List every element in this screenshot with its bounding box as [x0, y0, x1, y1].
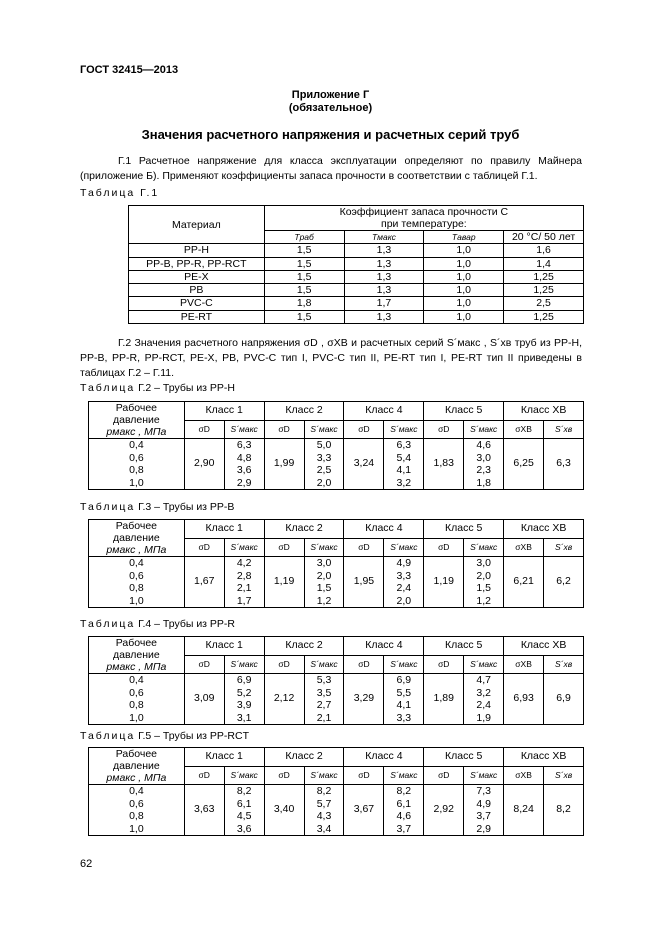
s-max-header: S´макс — [304, 766, 344, 785]
pressure-header: Рабочее давление pмакс , МПа — [89, 402, 185, 439]
s-max-header: S´макс — [224, 655, 264, 674]
s-max-values: 6,3 5,4 4,1 3,2 — [384, 439, 424, 490]
sigma-xb-header: σXB — [504, 538, 544, 557]
sigma-d-value: 3,24 — [344, 439, 384, 490]
pressure-values: 0,4 0,6 0,8 1,0 — [89, 557, 185, 608]
coef-cell: 1,3 — [344, 310, 424, 323]
table-row — [129, 310, 584, 323]
coef-cell: 1,0 — [424, 297, 504, 310]
coef-cell: 1,5 — [264, 310, 344, 323]
table-row — [129, 297, 584, 310]
s-max-header: S´макс — [384, 538, 424, 557]
pipe-table — [88, 519, 584, 608]
s-max-header: S´макс — [384, 766, 424, 785]
class-header: Класс 2 — [264, 402, 344, 421]
s-xb-value: 6,9 — [544, 674, 584, 725]
sigma-d-value: 1,99 — [264, 439, 304, 490]
coef-cell: 1,0 — [424, 244, 504, 257]
sigma-xb-value: 8,24 — [504, 785, 544, 836]
s-max-values: 5,0 3,3 2,5 2,0 — [304, 439, 344, 490]
table-g1-col-temerg: Tавар — [424, 231, 504, 244]
pressure-values: 0,4 0,6 0,8 1,0 — [89, 785, 185, 836]
sigma-d-value: 1,19 — [264, 557, 304, 608]
s-max-values: 6,3 4,8 3,6 2,9 — [224, 439, 264, 490]
s-max-header: S´макс — [384, 655, 424, 674]
sigma-d-header: σD — [424, 538, 464, 557]
s-max-values: 6,9 5,2 3,9 3,1 — [224, 674, 264, 725]
table-g1-col-tmax: Tмакс — [344, 231, 424, 244]
table-g1-coef-header: Коэффициент запаса прочности C при температуре: — [264, 206, 583, 231]
pipe-table — [88, 747, 584, 836]
coef-cell: 1,5 — [264, 284, 344, 297]
coef-cell: 1,25 — [504, 284, 584, 297]
class-header: Класс 5 — [424, 637, 504, 656]
sigma-d-value: 1,95 — [344, 557, 384, 608]
s-max-header: S´макс — [224, 538, 264, 557]
table-g1-label: Таблица Г.1 — [80, 187, 160, 199]
table-row — [129, 257, 584, 270]
sigma-d-value: 3,63 — [184, 785, 224, 836]
s-max-header: S´макс — [224, 766, 264, 785]
s-max-values: 6,9 5,5 4,1 3,3 — [384, 674, 424, 725]
sigma-xb-header: σXB — [504, 420, 544, 439]
class-header: Класс 1 — [184, 637, 264, 656]
s-max-header: S´макс — [224, 420, 264, 439]
material-cell: PE-RT — [129, 310, 265, 323]
pipe-table-label: Таблица Г.2 – Трубы из PP-H — [80, 382, 236, 394]
s-max-header: S´макс — [464, 766, 504, 785]
sigma-d-value: 2,12 — [264, 674, 304, 725]
class-header: Класс ХВ — [504, 520, 584, 539]
s-max-values: 3,0 2,0 1,5 1,2 — [304, 557, 344, 608]
material-cell: PP-H — [129, 244, 265, 257]
table-row — [129, 284, 584, 297]
coef-cell: 1,3 — [344, 257, 424, 270]
s-max-header: S´макс — [464, 655, 504, 674]
class-header: Класс 4 — [344, 748, 424, 767]
material-cell: PB — [129, 284, 265, 297]
class-header: Класс ХВ — [504, 402, 584, 421]
class-header: Класс ХВ — [504, 637, 584, 656]
s-max-header: S´макс — [304, 420, 344, 439]
s-max-header: S´макс — [464, 538, 504, 557]
s-max-values: 7,3 4,9 3,7 2,9 — [464, 785, 504, 836]
sigma-d-header: σD — [184, 420, 224, 439]
pipe-table-label: Таблица Г.3 – Трубы из PP-B — [80, 501, 235, 513]
paragraph-g2: Г.2 Значения расчетного напряжения σD , σXB и расчетных серий S´макс , S´хв труб из PP-H, PP-B, PP-R, PP-RCT, PE-X, PB, PVC-C тип I, PVC-C тип II, PE-RT тип I, PE-RT тип II приведены в таблицах Г.2 – Г.11. — [80, 337, 582, 379]
coef-cell: 1,3 — [344, 284, 424, 297]
s-max-values: 8,2 6,1 4,5 3,6 — [224, 785, 264, 836]
sigma-d-value: 3,40 — [264, 785, 304, 836]
coef-cell: 1,3 — [344, 244, 424, 257]
class-header: Класс 1 — [184, 520, 264, 539]
material-cell: PE-X — [129, 270, 265, 283]
s-xb-header: S´хв — [544, 766, 584, 785]
pressure-header: Рабочее давление pмакс , МПа — [89, 520, 185, 557]
table-row — [129, 270, 584, 283]
coef-cell: 1,4 — [504, 257, 584, 270]
s-max-header: S´макс — [304, 655, 344, 674]
s-xb-header: S´хв — [544, 655, 584, 674]
table-g1 — [128, 205, 584, 324]
class-header: Класс 4 — [344, 637, 424, 656]
material-cell: PP-B, PP-R, PP-RCT — [129, 257, 265, 270]
sigma-d-header: σD — [424, 766, 464, 785]
class-header: Класс 2 — [264, 520, 344, 539]
sigma-d-header: σD — [424, 655, 464, 674]
coef-cell: 1,25 — [504, 310, 584, 323]
s-max-values: 4,9 3,3 2,4 2,0 — [384, 557, 424, 608]
s-xb-header: S´хв — [544, 420, 584, 439]
s-max-values: 5,3 3,5 2,7 2,1 — [304, 674, 344, 725]
sigma-d-value: 1,89 — [424, 674, 464, 725]
sigma-xb-value: 6,25 — [504, 439, 544, 490]
coef-cell: 2,5 — [504, 297, 584, 310]
sigma-d-value: 1,67 — [184, 557, 224, 608]
class-header: Класс 1 — [184, 748, 264, 767]
coef-cell: 1,3 — [344, 270, 424, 283]
s-max-header: S´макс — [464, 420, 504, 439]
appendix-subtitle: (обязательное) — [288, 102, 373, 114]
s-max-values: 8,2 6,1 4,6 3,7 — [384, 785, 424, 836]
sigma-d-header: σD — [424, 420, 464, 439]
table-row — [129, 244, 584, 257]
class-header: Класс ХВ — [504, 748, 584, 767]
s-max-header: S´макс — [304, 538, 344, 557]
pressure-values: 0,4 0,6 0,8 1,0 — [89, 674, 185, 725]
material-cell: PVC-C — [129, 297, 265, 310]
sigma-d-value: 1,19 — [424, 557, 464, 608]
pipe-table-label: Таблица Г.5 – Трубы из PP-RCT — [80, 730, 249, 742]
standard-header: ГОСТ 32415—2013 — [80, 64, 179, 76]
class-header: Класс 5 — [424, 520, 504, 539]
pipe-table — [88, 636, 584, 725]
table-g1-col-twork: Tраб — [264, 231, 344, 244]
s-xb-header: S´хв — [544, 538, 584, 557]
sigma-d-header: σD — [264, 655, 304, 674]
class-header: Класс 2 — [264, 748, 344, 767]
s-max-header: S´макс — [384, 420, 424, 439]
paragraph-g1: Г.1 Расчетное напряжение для класса эксплуатации определяют по правилу Майнера (приложение Б). Применяют коэффициенты запаса прочности в соответствии с таблицей Г.1. — [80, 155, 582, 182]
sigma-d-header: σD — [344, 766, 384, 785]
sigma-xb-value: 6,21 — [504, 557, 544, 608]
sigma-d-header: σD — [344, 655, 384, 674]
class-header: Класс 4 — [344, 520, 424, 539]
pressure-header: Рабочее давление pмакс , МПа — [89, 637, 185, 674]
sigma-xb-header: σXB — [504, 655, 544, 674]
sigma-d-header: σD — [344, 420, 384, 439]
sigma-d-value: 1,83 — [424, 439, 464, 490]
coef-cell: 1,0 — [424, 284, 504, 297]
sigma-d-header: σD — [264, 420, 304, 439]
page-number: 62 — [80, 858, 93, 870]
s-max-values: 4,7 3,2 2,4 1,9 — [464, 674, 504, 725]
coef-cell: 1,0 — [424, 310, 504, 323]
sigma-xb-value: 6,93 — [504, 674, 544, 725]
pressure-header: Рабочее давление pмакс , МПа — [89, 748, 185, 785]
class-header: Класс 5 — [424, 402, 504, 421]
s-xb-value: 8,2 — [544, 785, 584, 836]
sigma-xb-header: σXB — [504, 766, 544, 785]
coef-cell: 1,5 — [264, 244, 344, 257]
sigma-d-header: σD — [184, 538, 224, 557]
sigma-d-header: σD — [264, 538, 304, 557]
sigma-d-value: 2,90 — [184, 439, 224, 490]
sigma-d-value: 3,29 — [344, 674, 384, 725]
section-title: Значения расчетного напряжения и расчетных серий труб — [141, 127, 520, 142]
coef-cell: 1,5 — [264, 270, 344, 283]
coef-cell: 1,25 — [504, 270, 584, 283]
s-max-values: 8,2 5,7 4,3 3,4 — [304, 785, 344, 836]
sigma-d-header: σD — [184, 766, 224, 785]
sigma-d-value: 3,09 — [184, 674, 224, 725]
coef-cell: 1,0 — [424, 270, 504, 283]
s-xb-value: 6,3 — [544, 439, 584, 490]
class-header: Класс 4 — [344, 402, 424, 421]
pipe-table-label: Таблица Г.4 – Трубы из PP-R — [80, 618, 236, 630]
table-g1-col-20c: 20 °C/ 50 лет — [504, 231, 584, 244]
coef-cell: 1,0 — [424, 257, 504, 270]
coef-cell: 1,6 — [504, 244, 584, 257]
s-max-values: 4,6 3,0 2,3 1,8 — [464, 439, 504, 490]
sigma-d-header: σD — [184, 655, 224, 674]
coef-cell: 1,5 — [264, 257, 344, 270]
sigma-d-value: 3,67 — [344, 785, 384, 836]
pressure-values: 0,4 0,6 0,8 1,0 — [89, 439, 185, 490]
appendix-title: Приложение Г — [291, 89, 370, 101]
s-xb-value: 6,2 — [544, 557, 584, 608]
class-header: Класс 5 — [424, 748, 504, 767]
pipe-table — [88, 401, 584, 490]
table-g1-material-header: Материал — [129, 206, 265, 244]
class-header: Класс 1 — [184, 402, 264, 421]
coef-cell: 1,8 — [264, 297, 344, 310]
s-max-values: 3,0 2,0 1,5 1,2 — [464, 557, 504, 608]
sigma-d-header: σD — [264, 766, 304, 785]
coef-cell: 1,7 — [344, 297, 424, 310]
s-max-values: 4,2 2,8 2,1 1,7 — [224, 557, 264, 608]
sigma-d-header: σD — [344, 538, 384, 557]
class-header: Класс 2 — [264, 637, 344, 656]
sigma-d-value: 2,92 — [424, 785, 464, 836]
